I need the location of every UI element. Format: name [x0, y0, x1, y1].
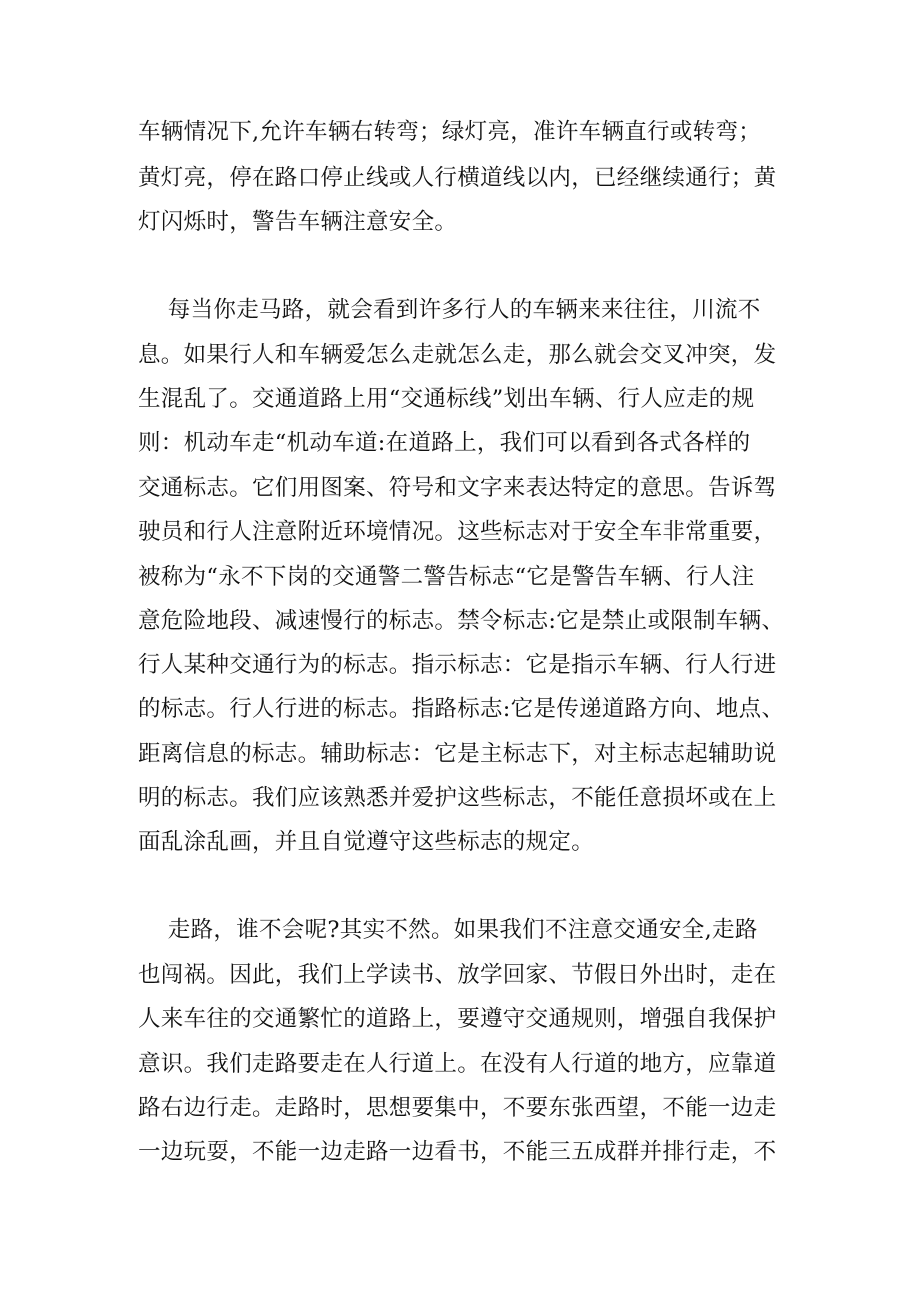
text-line: 行人某种交通行为的标志。指示标志：它是指示车辆、行人行进	[138, 652, 777, 678]
text-line: 交通标志。它们用图案、符号和文字来表达特定的意思。告诉驾	[138, 475, 777, 501]
text-line: 走路，谁不会呢?其实不然。如果我们不注意交通安全,走路	[138, 917, 758, 943]
text-line: 的标志。行人行进的标志。指路标志:它是传递道路方向、地点、	[138, 696, 785, 722]
text-line: 驶员和行人注意附近环境情况。这些标志对于安全车非常重要，	[138, 519, 777, 545]
text-line: 路右边行走。走路时，思想要集中，不要东张西望，不能一边走	[138, 1095, 777, 1121]
text-line: 生混乱了。交通道路上用“交通标线”划出车辆、行人应走的规	[138, 386, 755, 412]
text-line: 被称为“永不下岗的交通警二警告标志“它是警告车辆、行人注	[138, 564, 755, 590]
text-line: 每当你走马路，就会看到许多行人的车辆来来往往，川流不	[138, 297, 761, 323]
text-line: 息。如果行人和车辆爱怎么走就怎么走，那么就会交叉冲突，发	[138, 342, 777, 368]
text-line: 明的标志。我们应该熟悉并爱护这些标志，不能任意损坏或在上	[138, 785, 777, 811]
text-line: 灯闪烁时，警告车辆注意安全。	[138, 209, 458, 235]
text-line: 黄灯亮，停在路口停止线或人行横道线以内，已经继续通行；黄	[138, 165, 777, 191]
text-line: 也闯祸。因此，我们上学读书、放学回家、节假日外出时，走在	[138, 962, 777, 988]
text-line: 距离信息的标志。辅助标志：它是主标志下，对主标志起辅助说	[138, 741, 777, 767]
text-line: 车辆情况下,允许车辆右转弯；绿灯亮，准许车辆直行或转弯；	[138, 119, 762, 145]
text-line: 则：机动车走“机动车道:在道路上，我们可以看到各式各样的	[138, 430, 751, 456]
text-line: 意识。我们走路要走在人行道上。在没有人行道的地方，应靠道	[138, 1051, 777, 1077]
text-line: 人来车往的交通繁忙的道路上，要遵守交通规则，增强自我保护	[138, 1006, 777, 1032]
text-line: 意危险地段、减速慢行的标志。禁令标志:它是禁止或限制车辆、	[138, 608, 785, 634]
text-line: 面乱涂乱画，并且自觉遵守这些标志的规定。	[138, 829, 595, 855]
text-line: 一边玩耍，不能一边走路一边看书，不能三五成群并排行走，不	[138, 1139, 777, 1165]
